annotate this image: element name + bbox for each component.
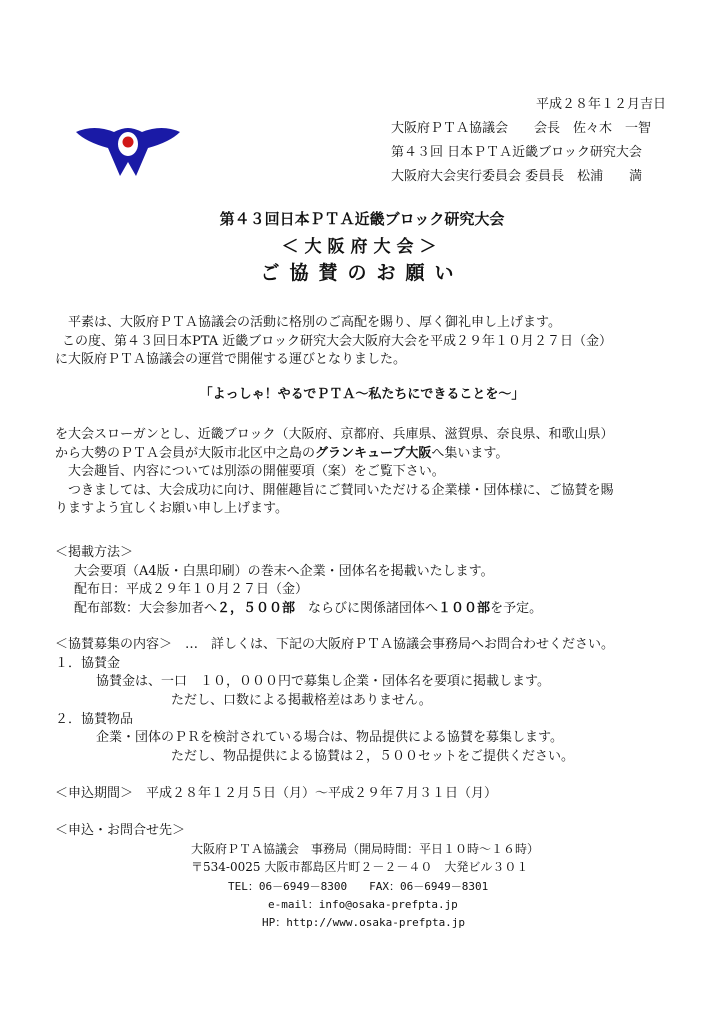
copies-participants: ２，５００部 [217, 601, 296, 616]
body-l1: を大会スローガンとし、近畿ブロック（大阪府、京都府、兵庫県、滋賀県、奈良県、和歌山県） [55, 427, 614, 442]
intro-p2a: この度、第４３回日本PTA 近畿ブロック研究大会大阪府大会を平成２９年１０月２７日（金） [62, 334, 612, 349]
body-l4: つきましては、大会成功に向け、開催趣旨にご賛同いただける企業様・団体様に、ご協賛を賜 [68, 483, 614, 498]
sponsorship-heading: ＜協賛募集の内容＞ … 詳しくは、下記の大阪府ＰＴＡ協議会事務局へお問合わせください。 [55, 637, 615, 652]
doc-title-line3: ご協賛のお願い [260, 262, 464, 284]
pta-logo [74, 118, 182, 180]
sender-org-1: 大阪府ＰＴＡ協議会 会長 佐々木 一智 [391, 121, 652, 136]
sender-org-2: 第４３回 日本ＰＴＡ近畿ブロック研究大会 [391, 145, 642, 160]
intro-p2b: に大阪府ＰＴＡ協議会の運営で開催する運びとなりました。 [55, 352, 407, 367]
sponsorship-item2-l2: ただし、物品提供による協賛は２，５００セットをご提供ください。 [171, 749, 575, 764]
body-l5: りますよう宜しくお願い申し上げます。 [55, 501, 288, 516]
sponsorship-item2-title: ２．協賛物品 [55, 712, 134, 727]
contact-homepage[interactable]: HP：http://www.osaka-prefpta.jp [262, 916, 466, 929]
listing-l1: 大会要項（A4版・白黒印刷）の巻末へ企業・団体名を掲載いたします。 [74, 564, 494, 579]
body-l2 [55, 445, 508, 462]
contact-office: 大阪府ＰＴＡ協議会 事務局（開局時間：平日１０時～１６時） [191, 842, 540, 856]
body-l3: 大会趣旨、内容については別添の開催要項（案）をご覧下さい。 [68, 464, 445, 479]
contact-tel-fax: TEL：06－6949－8300 FAX：06－6949－8301 [228, 880, 489, 893]
listing-heading: ＜掲載方法＞ [55, 545, 134, 560]
sponsorship-item1-l2: ただし、口数による掲載格差はありません。 [171, 693, 432, 708]
listing-l3 [74, 600, 542, 617]
slogan: 「よっしゃ！やるでＰＴＡ～私たちにできることを～」 [199, 387, 525, 402]
body-l2-a: から大勢のＰＴＡ会員が大阪市北区中之島の [55, 446, 316, 461]
listing-l3-a: 配布部数：大会参加者へ [74, 601, 218, 616]
listing-l3-e: を予定。 [490, 601, 543, 616]
sender-org-3: 大阪府大会実行委員会 委員長 松浦 満 [391, 169, 643, 184]
doc-title-line2: ＜大阪府大会＞ [281, 237, 443, 257]
intro-p1: 平素は、大阪府ＰＴＡ協議会の活動に格別のご高配を賜り、厚く御礼申し上げます。 [68, 315, 561, 330]
copies-organizations: １００部 [438, 601, 491, 616]
contact-email[interactable]: e-mail：info@osaka-prefpta.jp [268, 898, 458, 911]
body-l2-c: へ集います。 [431, 446, 509, 461]
application-period: ＜申込期間＞ 平成２８年１２月５日（月）～平成２９年７月３１日（月） [55, 786, 498, 801]
sponsorship-item2-l1: 企業・団体のＰＲを検討されている場合は、物品提供による協賛を募集します。 [96, 730, 563, 745]
listing-l2: 配布日：平成２９年１０月２７日（金） [74, 582, 309, 597]
issue-date: 平成２８年１２月吉日 [535, 97, 666, 112]
venue-name: グランキューブ大阪 [315, 446, 432, 461]
doc-title-line1: 第４３回日本ＰＴＡ近畿ブロック研究大会 [219, 210, 505, 228]
contact-heading: ＜申込・お問合せ先＞ [55, 823, 186, 838]
sponsorship-item1-title: １．協賛金 [55, 656, 121, 671]
contact-address: 〒534-0025 大阪市都島区片町２－２－４０ 大発ビル３０１ [191, 860, 529, 874]
listing-l3-c: ならびに関係諸団体へ [295, 601, 439, 616]
sponsorship-item1-l1: 協賛金は、一口 １０，０００円で募集し企業・団体名を要項に掲載します。 [96, 674, 550, 689]
